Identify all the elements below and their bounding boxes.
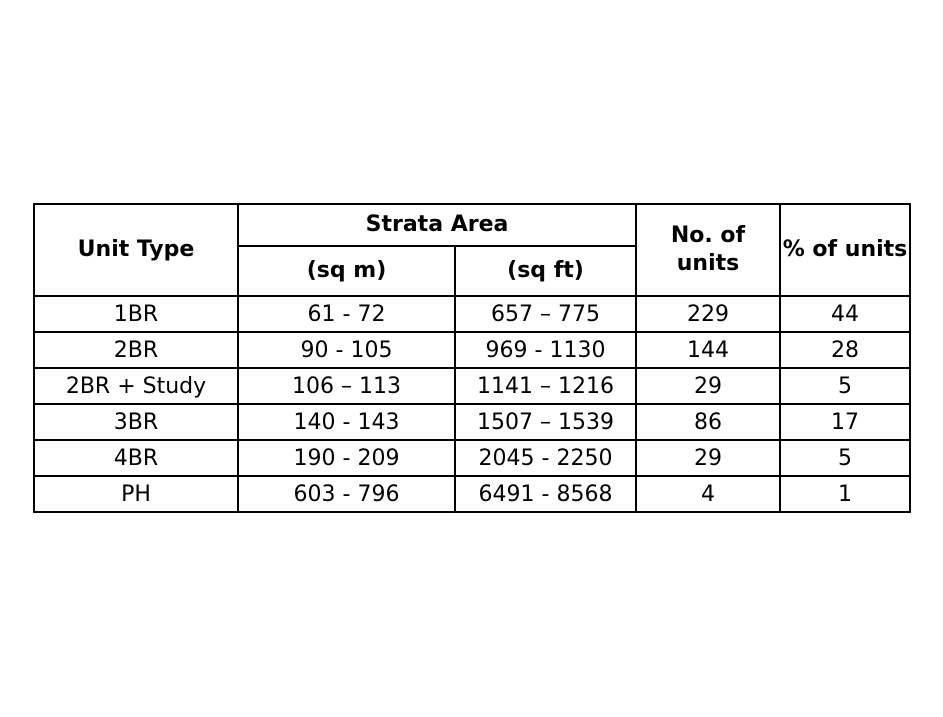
cell-sq-ft: 2045 - 2250: [455, 440, 636, 476]
cell-pct-of-units: 1: [780, 476, 910, 512]
cell-pct-of-units: 17: [780, 404, 910, 440]
cell-no-of-units: 29: [636, 440, 780, 476]
cell-no-of-units: 229: [636, 296, 780, 332]
cell-unit-type: 2BR + Study: [34, 368, 238, 404]
cell-unit-type: PH: [34, 476, 238, 512]
cell-pct-of-units: 5: [780, 368, 910, 404]
header-sq-m: (sq m): [238, 246, 455, 296]
cell-sq-m: 190 - 209: [238, 440, 455, 476]
header-unit-type: Unit Type: [34, 204, 238, 296]
unit-table-container: [33, 203, 911, 513]
header-sq-ft: (sq ft): [455, 246, 636, 296]
cell-unit-type: 3BR: [34, 404, 238, 440]
table-row: [34, 440, 910, 476]
cell-sq-ft: 6491 - 8568: [455, 476, 636, 512]
cell-pct-of-units: 5: [780, 440, 910, 476]
cell-sq-ft: 969 - 1130: [455, 332, 636, 368]
header-strata-area: Strata Area: [238, 204, 636, 246]
cell-sq-m: 61 - 72: [238, 296, 455, 332]
cell-pct-of-units: 44: [780, 296, 910, 332]
cell-no-of-units: 4: [636, 476, 780, 512]
header-no-of-units: No. of units: [636, 204, 780, 296]
cell-no-of-units: 144: [636, 332, 780, 368]
cell-sq-m: 90 - 105: [238, 332, 455, 368]
cell-no-of-units: 86: [636, 404, 780, 440]
cell-sq-ft: 1141 – 1216: [455, 368, 636, 404]
cell-sq-m: 140 - 143: [238, 404, 455, 440]
cell-sq-m: 106 – 113: [238, 368, 455, 404]
unit-type-table: [33, 203, 911, 513]
cell-unit-type: 1BR: [34, 296, 238, 332]
cell-sq-m: 603 - 796: [238, 476, 455, 512]
cell-no-of-units: 29: [636, 368, 780, 404]
table-row: [34, 368, 910, 404]
table-row: [34, 332, 910, 368]
table-row: [34, 296, 910, 332]
cell-unit-type: 2BR: [34, 332, 238, 368]
table-row: [34, 476, 910, 512]
cell-sq-ft: 657 – 775: [455, 296, 636, 332]
cell-pct-of-units: 28: [780, 332, 910, 368]
cell-unit-type: 4BR: [34, 440, 238, 476]
cell-sq-ft: 1507 – 1539: [455, 404, 636, 440]
table-row: [34, 404, 910, 440]
header-pct-of-units: % of units: [780, 204, 910, 296]
